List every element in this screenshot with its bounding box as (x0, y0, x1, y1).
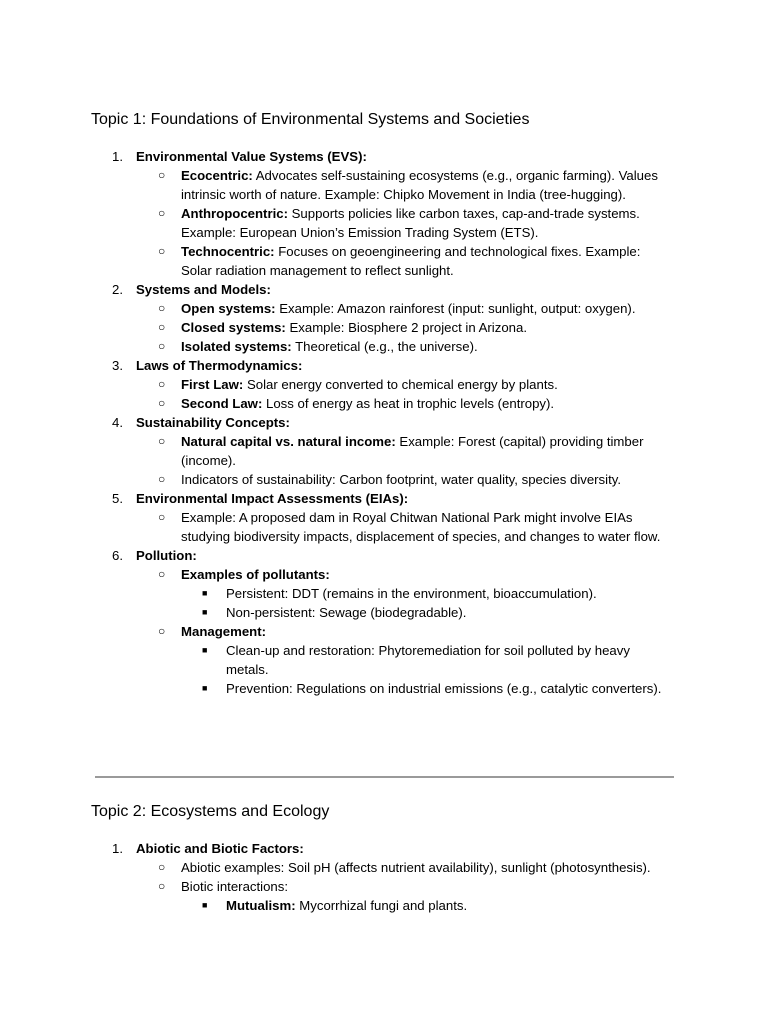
list-item-text (181, 337, 671, 356)
nested-list-item (0, 584, 768, 603)
numbered-list-item (0, 546, 768, 565)
term-description: Example: Amazon rainforest (input: sunlight, output: oxygen). (275, 301, 636, 316)
term-label: Ecocentric: (181, 168, 253, 183)
hollow-circle-bullet-icon: ○ (158, 879, 166, 893)
numbered-list-item (0, 356, 768, 375)
list-item-text (226, 679, 671, 698)
sub-list-item (0, 432, 768, 470)
hollow-circle-bullet-icon: ○ (158, 567, 166, 581)
numbered-list-item (0, 280, 768, 299)
hollow-circle-bullet-icon: ○ (158, 168, 166, 182)
term-description: Focuses on geoengineering and technological fixes. Example: Solar radiation management to reflect sunlight. (181, 244, 641, 278)
topic-1-list (0, 147, 768, 698)
list-item-text (181, 375, 671, 394)
list-number: 2. (112, 282, 123, 297)
hollow-circle-bullet-icon: ○ (158, 377, 166, 391)
section-label: Sustainability Concepts: (136, 415, 290, 430)
square-bullet-icon: ■ (202, 900, 208, 910)
list-number: 1. (112, 841, 123, 856)
sub-list-item (0, 318, 768, 337)
list-number: 1. (112, 149, 123, 164)
term-label: Natural capital vs. natural income: (181, 434, 396, 449)
list-item-text (181, 565, 671, 584)
term-description: Example: A proposed dam in Royal Chitwan National Park might involve EIAs studying biodiversity impacts, displacement of species, and changes to water flow. (181, 510, 661, 544)
sub-list-item (0, 375, 768, 394)
sub-list-item (0, 470, 768, 489)
term-label: Isolated systems: (181, 339, 292, 354)
sub-list-item (0, 622, 768, 641)
nested-list-item (0, 603, 768, 622)
hollow-circle-bullet-icon: ○ (158, 860, 166, 874)
sub-list-item (0, 299, 768, 318)
sub-list-item (0, 877, 768, 896)
term-description: Prevention: Regulations on industrial emissions (e.g., catalytic converters). (226, 681, 662, 696)
list-item-text (181, 877, 671, 896)
list-item-text (181, 318, 671, 337)
term-description: Indicators of sustainability: Carbon footprint, water quality, species diversity. (181, 472, 622, 487)
term-description: Clean-up and restoration: Phytoremediation for soil polluted by heavy metals. (226, 643, 630, 677)
list-item-text (181, 470, 671, 489)
term-description: Advocates self-sustaining ecosystems (e.g., organic farming). Values intrinsic worth of nature. Example: Chipko Movement in India (tree-hugging). (181, 168, 658, 202)
list-item-text (181, 508, 671, 546)
hollow-circle-bullet-icon: ○ (158, 624, 166, 638)
hollow-circle-bullet-icon: ○ (158, 396, 166, 410)
hollow-circle-bullet-icon: ○ (158, 510, 166, 524)
term-label: Anthropocentric: (181, 206, 288, 221)
nested-list-item (0, 679, 768, 698)
list-item-text (226, 603, 671, 622)
list-item-text (226, 584, 671, 603)
sub-list-item (0, 858, 768, 877)
hollow-circle-bullet-icon: ○ (158, 301, 166, 315)
hollow-circle-bullet-icon: ○ (158, 320, 166, 334)
numbered-list-item (0, 839, 768, 858)
term-label: Closed systems: (181, 320, 286, 335)
sub-list-item (0, 508, 768, 546)
hollow-circle-bullet-icon: ○ (158, 339, 166, 353)
section-label: Systems and Models: (136, 282, 271, 297)
term-label: Mutualism: (226, 898, 296, 913)
list-item-text (181, 622, 671, 641)
section-label: Pollution: (136, 548, 197, 563)
horizontal-divider (95, 776, 674, 778)
term-description: Persistent: DDT (remains in the environment, bioaccumulation). (226, 586, 597, 601)
list-number: 4. (112, 415, 123, 430)
list-number: 3. (112, 358, 123, 373)
term-label: Examples of pollutants: (181, 567, 330, 582)
term-label: Second Law: (181, 396, 263, 411)
list-number: 6. (112, 548, 123, 563)
list-item-text (181, 394, 671, 413)
hollow-circle-bullet-icon: ○ (158, 434, 166, 448)
list-number: 5. (112, 491, 123, 506)
section-label: Laws of Thermodynamics: (136, 358, 303, 373)
list-item-text (181, 204, 671, 242)
hollow-circle-bullet-icon: ○ (158, 472, 166, 486)
nested-list-item (0, 896, 768, 915)
term-description: Theoretical (e.g., the universe). (291, 339, 478, 354)
square-bullet-icon: ■ (202, 588, 208, 598)
section-label: Environmental Impact Assessments (EIAs): (136, 491, 409, 506)
square-bullet-icon: ■ (202, 645, 208, 655)
term-label: Technocentric: (181, 244, 275, 259)
sub-list-item (0, 242, 768, 280)
hollow-circle-bullet-icon: ○ (158, 206, 166, 220)
list-item-text (181, 432, 671, 470)
list-item-text (181, 858, 671, 877)
topic-1-heading: Topic 1: Foundations of Environmental Systems and Societies (91, 111, 530, 128)
term-description: Solar energy converted to chemical energy by plants. (243, 377, 558, 392)
term-description: Abiotic examples: Soil pH (affects nutrient availability), sunlight (photosynthesis). (181, 860, 651, 875)
nested-list-item (0, 641, 768, 679)
list-item-text (181, 242, 671, 280)
sub-list-item (0, 166, 768, 204)
topic-2-list (0, 839, 768, 915)
term-label: Management: (181, 624, 266, 639)
sub-list-item (0, 204, 768, 242)
term-description: Example: Biosphere 2 project in Arizona. (285, 320, 527, 335)
list-item-text (226, 896, 671, 915)
term-description: Mycorrhizal fungi and plants. (295, 898, 468, 913)
term-description: Biotic interactions: (181, 879, 289, 894)
sub-list-item (0, 565, 768, 584)
sub-list-item (0, 394, 768, 413)
term-label: Open systems: (181, 301, 276, 316)
section-label: Environmental Value Systems (EVS): (136, 149, 367, 164)
term-description: Loss of energy as heat in trophic levels (entropy). (262, 396, 555, 411)
term-description: Supports policies like carbon taxes, cap-and-trade systems. Example: European Union’s Emission Trading System (ETS). (181, 206, 640, 240)
topic-2-heading: Topic 2: Ecosystems and Ecology (91, 803, 330, 820)
hollow-circle-bullet-icon: ○ (158, 244, 166, 258)
section-label: Abiotic and Biotic Factors: (136, 841, 304, 856)
list-item-text (181, 299, 671, 318)
term-label: First Law: (181, 377, 244, 392)
numbered-list-item (0, 413, 768, 432)
list-item-text (226, 641, 671, 679)
numbered-list-item (0, 147, 768, 166)
square-bullet-icon: ■ (202, 683, 208, 693)
square-bullet-icon: ■ (202, 607, 208, 617)
numbered-list-item (0, 489, 768, 508)
term-description: Non-persistent: Sewage (biodegradable). (226, 605, 467, 620)
sub-list-item (0, 337, 768, 356)
list-item-text (181, 166, 671, 204)
term-description: Example: Forest (capital) providing timber (income). (181, 434, 644, 468)
